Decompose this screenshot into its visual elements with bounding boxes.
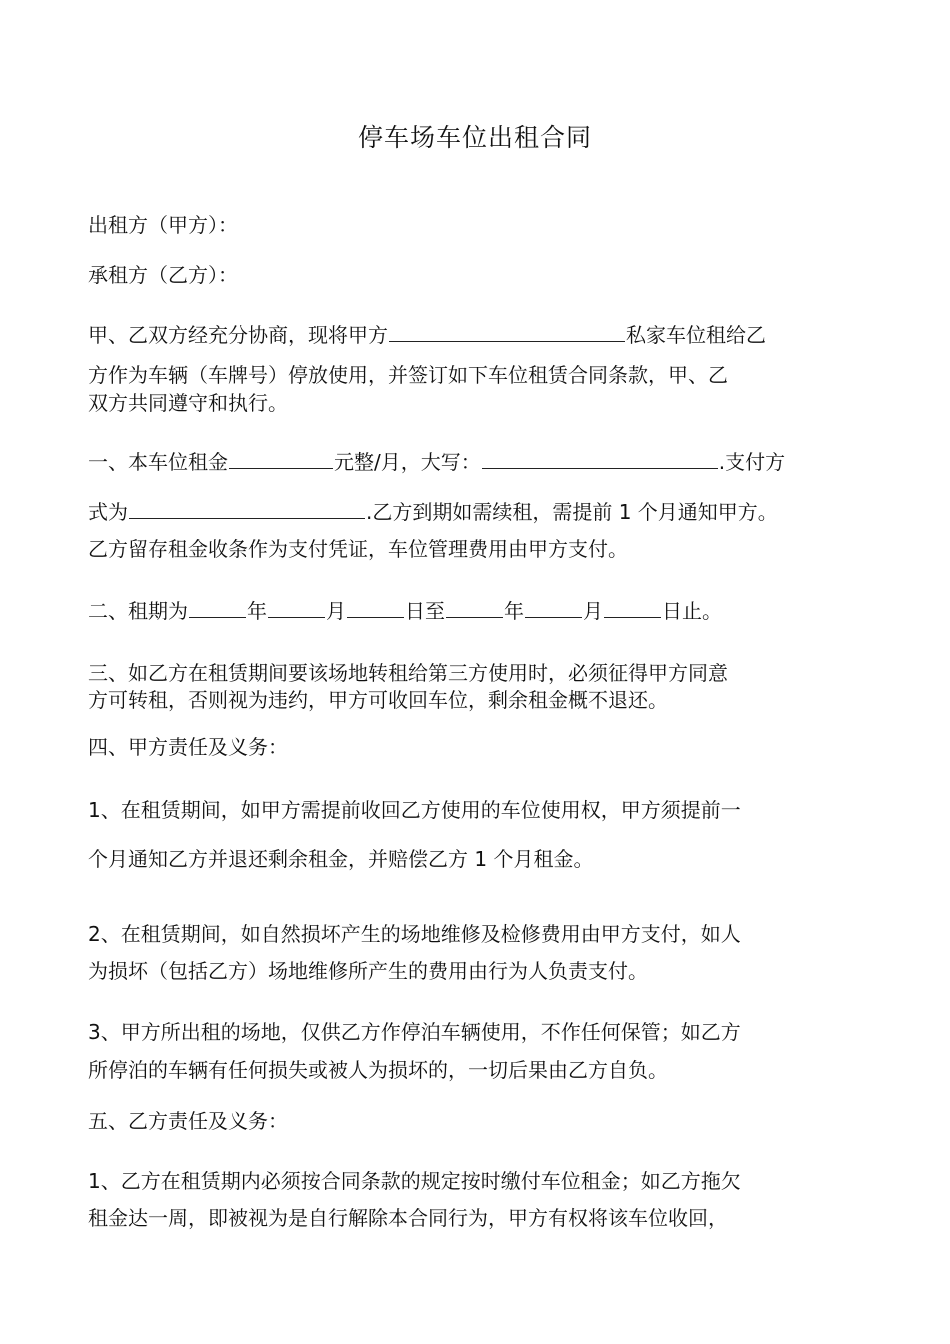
intro-line-2: 方作为车辆（车牌号）停放使用，并签订如下车位租赁合同条款，甲、乙 bbox=[88, 363, 728, 387]
clause4-heading: 四、甲方责任及义务： bbox=[88, 735, 288, 759]
end-year-blank bbox=[446, 595, 503, 618]
start-month-blank bbox=[268, 595, 325, 618]
clause1-text-d: 式为 bbox=[88, 500, 128, 524]
rent-written-blank bbox=[482, 446, 718, 469]
clause4-item3-line-2: 所停泊的车辆有任何损失或被人为损坏的，一切后果由乙方自负。 bbox=[88, 1058, 668, 1082]
start-year-blank bbox=[189, 595, 246, 618]
end-day-blank bbox=[604, 595, 661, 618]
clause2-day-end: 日止。 bbox=[662, 599, 722, 623]
lessor-name-blank bbox=[389, 319, 625, 342]
clause2-day-to: 日至 bbox=[405, 599, 445, 623]
intro-text-a: 甲、乙双方经充分协商，现将甲方 bbox=[88, 323, 388, 347]
document-title: 停车场车位出租合同 bbox=[357, 123, 592, 152]
clause5-item1-line-1: 1、乙方在租赁期内必须按合同条款的规定按时缴付车位租金；如乙方拖欠 bbox=[88, 1169, 741, 1193]
rent-amount-blank bbox=[229, 446, 333, 469]
clause4-item1-line-1: 1、在租赁期间，如甲方需提前收回乙方使用的车位使用权，甲方须提前一 bbox=[88, 798, 741, 822]
clause3-line-1: 三、如乙方在租赁期间要该场地转租给第三方使用时，必须征得甲方同意 bbox=[88, 661, 728, 685]
lessor-label: 出租方（甲方）： bbox=[88, 213, 238, 237]
clause4-item1-line-2: 个月通知乙方并退还剩余租金，并赔偿乙方 1 个月租金。 bbox=[88, 847, 594, 871]
clause2-year1: 年 bbox=[247, 599, 267, 623]
clause1-line-2 bbox=[88, 496, 778, 527]
clause4-item3-line-1: 3、甲方所出租的场地，仅供乙方作停泊车辆使用，不作任何保管；如乙方 bbox=[88, 1020, 741, 1044]
clause1-line-1 bbox=[88, 446, 785, 477]
clause1-text-a: 一、本车位租金 bbox=[88, 450, 228, 474]
intro-text-b: 私家车位租给乙 bbox=[626, 323, 766, 347]
clause2-year2: 年 bbox=[504, 599, 524, 623]
clause2-line bbox=[88, 595, 722, 626]
intro-line-3: 双方共同遵守和执行。 bbox=[88, 391, 288, 415]
clause5-heading: 五、乙方责任及义务： bbox=[88, 1109, 288, 1133]
clause2-text-a: 二、租期为 bbox=[88, 599, 188, 623]
clause4-item2-line-2: 为损坏（包括乙方）场地维修所产生的费用由行为人负责支付。 bbox=[88, 959, 648, 983]
lessee-label: 承租方（乙方）： bbox=[88, 263, 238, 287]
intro-line-1 bbox=[88, 319, 766, 350]
clause1-text-c: .支付方 bbox=[718, 450, 786, 474]
clause1-text-e: .乙方到期如需续租，需提前 1 个月通知甲方。 bbox=[366, 500, 778, 524]
end-month-blank bbox=[525, 595, 582, 618]
clause4-item2-line-1: 2、在租赁期间，如自然损坏产生的场地维修及检修费用由甲方支付，如人 bbox=[88, 922, 741, 946]
clause1-line-3: 乙方留存租金收条作为支付凭证，车位管理费用由甲方支付。 bbox=[88, 537, 628, 561]
clause2-month2: 月 bbox=[583, 599, 603, 623]
clause1-text-b: 元整/月，大写： bbox=[334, 450, 481, 474]
start-day-blank bbox=[347, 595, 404, 618]
clause3-line-2: 方可转租，否则视为违约，甲方可收回车位，剩余租金概不退还。 bbox=[88, 688, 668, 712]
clause2-month1: 月 bbox=[326, 599, 346, 623]
payment-method-blank bbox=[129, 496, 365, 519]
clause5-item1-line-2: 租金达一周，即被视为是自行解除本合同行为，甲方有权将该车位收回， bbox=[88, 1206, 728, 1230]
